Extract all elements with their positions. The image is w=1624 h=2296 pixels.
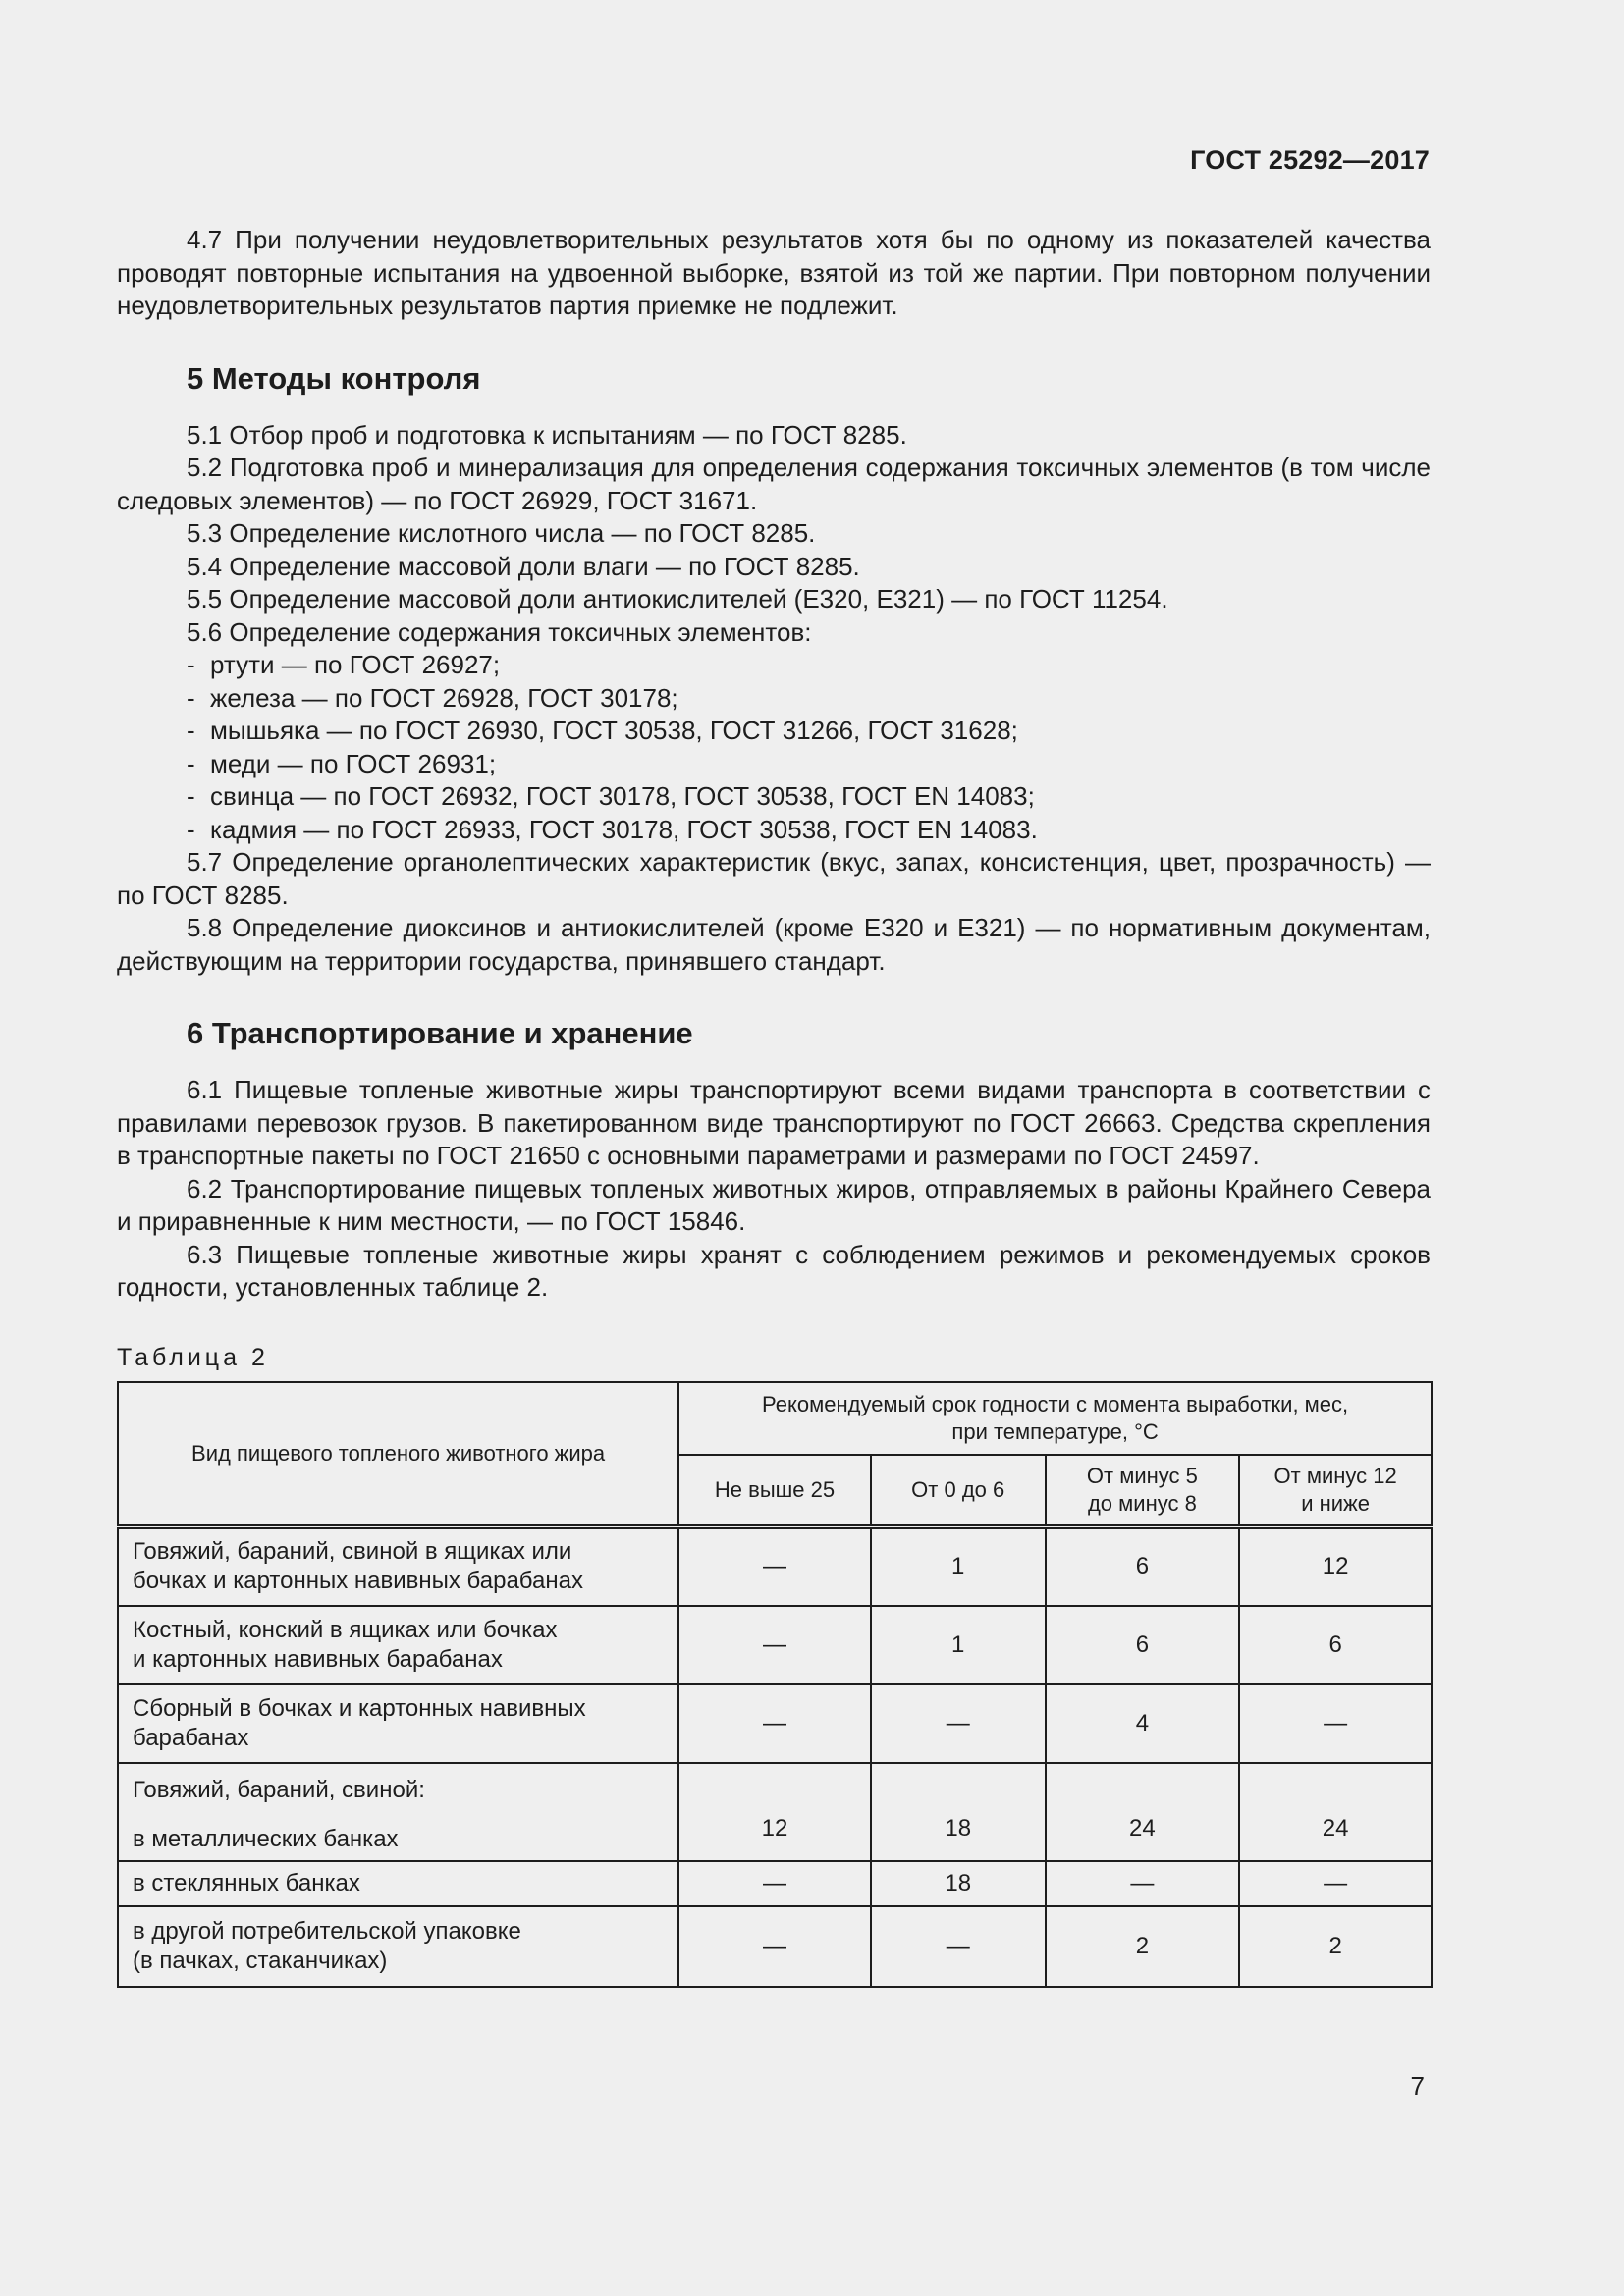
toxic-elements-list [117, 649, 1431, 846]
page-content [117, 224, 1431, 1988]
table-cell: — [1046, 1861, 1240, 1906]
paragraph-5-7: 5.7 Определение органолептических характеристик (вкус, запах, консистенция, цвет, прозрачность) — по ГОСТ 8285. [117, 847, 1431, 910]
table-cell: 18 [871, 1861, 1046, 1906]
table-cell: — [871, 1906, 1046, 1987]
shelf-life-table [117, 1381, 1433, 1988]
table-cell: 12 [1239, 1527, 1432, 1606]
list-item: - свинца — по ГОСТ 26932, ГОСТ 30178, ГОСТ 30538, ГОСТ EN 14083; [187, 781, 1035, 811]
table-cell: 6 [1239, 1606, 1432, 1684]
paragraph-5-3: 5.3 Определение кислотного числа — по ГОСТ 8285. [187, 518, 816, 548]
paragraph-5-6: 5.6 Определение содержания токсичных элементов: [187, 616, 812, 647]
table-row [118, 1861, 1432, 1906]
list-item: - кадмия — по ГОСТ 26933, ГОСТ 30178, ГОСТ 30538, ГОСТ EN 14083. [187, 814, 1038, 844]
column-header-temp: Не выше 25 [678, 1455, 871, 1527]
table-cell: 2 [1239, 1906, 1432, 1987]
table-row [118, 1606, 1432, 1684]
column-header-group: Рекомендуемый срок годности с момента выработки, мес, при температуре, °С [678, 1382, 1432, 1455]
row-label: в другой потребительской упаковке (в пачках, стаканчиках) [118, 1906, 678, 1987]
table-row [118, 1527, 1432, 1606]
table-cell: 24 [1046, 1763, 1240, 1861]
row-label: Сборный в бочках и картонных навивных барабанах [118, 1684, 678, 1763]
row-label: Костный, конский в ящиках или бочках и картонных навивных барабанах [118, 1606, 678, 1684]
table-row [118, 1763, 1432, 1861]
paragraph-6-3: 6.3 Пищевые топленые животные жиры хранят с соблюдением режимов и рекомендуемых сроков годности, установленных таблице 2. [117, 1239, 1431, 1302]
section-5-heading: 5 Методы контроля [187, 360, 481, 396]
list-item: - ртути — по ГОСТ 26927; [187, 650, 501, 679]
column-header-fat-type: Вид пищевого топленого животного жира [118, 1382, 678, 1527]
row-label: в стеклянных банках [118, 1861, 678, 1906]
table-cell: — [678, 1684, 871, 1763]
list-item: - мышьяка — по ГОСТ 26930, ГОСТ 30538, ГОСТ 31266, ГОСТ 31628; [187, 716, 1018, 745]
list-item: - меди — по ГОСТ 26931; [187, 748, 497, 778]
paragraph-5-4: 5.4 Определение массовой доли влаги — по ГОСТ 8285. [187, 551, 860, 581]
table-cell: 12 [678, 1763, 871, 1861]
table-cell: 18 [871, 1763, 1046, 1861]
table-cell: 4 [1046, 1684, 1240, 1763]
document-code: ГОСТ 25292—2017 [1190, 145, 1430, 175]
table-cell: — [1239, 1684, 1432, 1763]
table-cell: — [871, 1684, 1046, 1763]
paragraph-5-5: 5.5 Определение массовой доли антиокислителей (Е320, Е321) — по ГОСТ 11254. [187, 584, 1168, 614]
table-cell: 1 [871, 1527, 1046, 1606]
paragraph-5-1: 5.1 Отбор проб и подготовка к испытаниям — по ГОСТ 8285. [187, 419, 907, 450]
row-label: Говяжий, бараний, свиной: в металлических банках [118, 1763, 678, 1861]
section-5-body [117, 419, 1431, 979]
table-cell: — [678, 1527, 871, 1606]
paragraph-4-7: 4.7 При получении неудовлетворительных результатов хотя бы по одному из показателей качества проводят повторные испытания на удвоенной выборке, взятой из той же партии. При повторном получении неудовлетворительных результатов партия приемке не подлежит. [117, 225, 1431, 320]
table-cell: 6 [1046, 1527, 1240, 1606]
row-label: Говяжий, бараний, свиной в ящиках или бочках и картонных навивных барабанах [118, 1527, 678, 1606]
column-header-temp: От минус 5 до минус 8 [1046, 1455, 1240, 1527]
table-cell: — [678, 1606, 871, 1684]
paragraph-6-1: 6.1 Пищевые топленые животные жиры транспортируют всеми видами транспорта в соответствии с правилами перевозок грузов. В пакетированном виде транспортируют по ГОСТ 26663. Средства скрепления в транспортные пакеты по ГОСТ 21650 с основными параметрами и размерами по ГОСТ 24597. [117, 1075, 1431, 1170]
section-6-heading: 6 Транспортирование и хранение [187, 1016, 693, 1050]
table-cell: 1 [871, 1606, 1046, 1684]
table-header-row [118, 1382, 1432, 1455]
paragraph-6-2: 6.2 Транспортирование пищевых топленых животных жиров, отправляемых в районы Крайнего Севера и приравненные к ним местности, — по ГОСТ 15846. [117, 1173, 1431, 1236]
table-cell: — [1239, 1861, 1432, 1906]
table-cell: 6 [1046, 1606, 1240, 1684]
page-number: 7 [1410, 2071, 1425, 2101]
column-header-temp: От 0 до 6 [871, 1455, 1046, 1527]
column-header-temp: От минус 12 и ниже [1239, 1455, 1432, 1527]
table-cell: — [678, 1906, 871, 1987]
table-cell: 24 [1239, 1763, 1432, 1861]
table-cell: 2 [1046, 1906, 1240, 1987]
list-item: - железа — по ГОСТ 26928, ГОСТ 30178; [187, 682, 678, 713]
section-6-body [117, 1074, 1431, 1305]
paragraph-5-2: 5.2 Подготовка проб и минерализация для определения содержания токсичных элементов (в том числе следовых элементов) — по ГОСТ 26929, ГОСТ 31671. [117, 453, 1431, 515]
paragraph-5-8: 5.8 Определение диоксинов и антиокислителей (кроме Е320 и Е321) — по нормативным документам, действующим на территории государства, принявшего стандарт. [117, 913, 1431, 976]
table-row [118, 1906, 1432, 1987]
table-row [118, 1684, 1432, 1763]
table-caption: Таблица 2 [117, 1343, 269, 1371]
table-cell: — [678, 1861, 871, 1906]
